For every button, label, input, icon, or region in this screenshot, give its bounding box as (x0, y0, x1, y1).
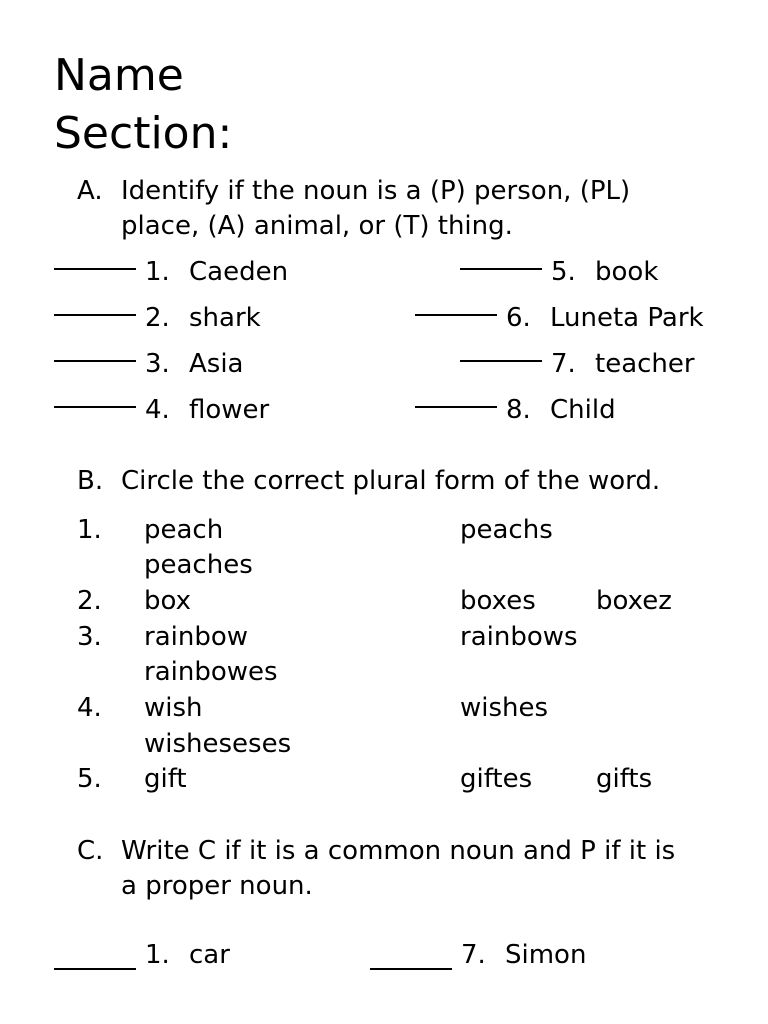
item-word: Caeden (189, 257, 289, 287)
item-word: teacher (595, 349, 695, 379)
item-number: 7. (461, 940, 486, 970)
answer-blank[interactable] (460, 360, 542, 362)
section-a-instruction-line1: Identify if the noun is a (P) person, (PL) (121, 176, 631, 206)
item-word: shark (189, 303, 261, 333)
word-option[interactable]: peachs (460, 515, 553, 545)
item-number: 5. (551, 257, 576, 287)
answer-blank[interactable] (370, 968, 452, 970)
item-word: Simon (505, 940, 587, 970)
item-word: book (595, 257, 659, 287)
word-option[interactable]: peach (144, 515, 224, 545)
section-c-instruction-line1: Write C if it is a common noun and P if it is (121, 836, 676, 866)
item-number: 2. (77, 586, 102, 616)
item-number: 1. (145, 940, 170, 970)
word-option[interactable]: wisheseses (144, 729, 292, 759)
name-label: Name (54, 50, 184, 101)
answer-blank[interactable] (54, 360, 136, 362)
answer-blank[interactable] (460, 268, 542, 270)
section-b-letter: B. (77, 466, 104, 496)
section-a-letter: A. (77, 176, 103, 206)
item-number: 1. (145, 257, 170, 287)
item-word: Luneta Park (550, 303, 704, 333)
word-option[interactable]: gifts (596, 764, 653, 794)
item-number: 5. (77, 764, 102, 794)
item-number: 2. (145, 303, 170, 333)
item-word: flower (189, 395, 270, 425)
word-option[interactable]: rainbow (144, 622, 248, 652)
section-c-instruction-line2: a proper noun. (121, 871, 313, 901)
section-a-instruction-line2: place, (A) animal, or (T) thing. (121, 211, 513, 241)
answer-blank[interactable] (54, 406, 136, 408)
word-option[interactable]: boxez (596, 586, 672, 616)
item-number: 8. (506, 395, 531, 425)
item-word: car (189, 940, 230, 970)
word-option[interactable]: gift (144, 764, 187, 794)
item-number: 4. (77, 693, 102, 723)
answer-blank[interactable] (54, 314, 136, 316)
item-number: 3. (77, 622, 102, 652)
item-word: Child (550, 395, 616, 425)
item-number: 3. (145, 349, 170, 379)
word-option[interactable]: rainbowes (144, 657, 278, 687)
answer-blank[interactable] (415, 406, 497, 408)
answer-blank[interactable] (54, 968, 136, 970)
answer-blank[interactable] (54, 268, 136, 270)
word-option[interactable]: box (144, 586, 191, 616)
word-option[interactable]: peaches (144, 550, 253, 580)
section-label: Section: (54, 108, 233, 159)
section-c-letter: C. (77, 836, 104, 866)
word-option[interactable]: boxes (460, 586, 536, 616)
item-number: 6. (506, 303, 531, 333)
word-option[interactable]: wishes (460, 693, 549, 723)
word-option[interactable]: giftes (460, 764, 533, 794)
item-number: 1. (77, 515, 102, 545)
section-b-instruction: Circle the correct plural form of the word. (121, 466, 661, 496)
word-option[interactable]: rainbows (460, 622, 578, 652)
item-number: 7. (551, 349, 576, 379)
item-number: 4. (145, 395, 170, 425)
answer-blank[interactable] (415, 314, 497, 316)
item-word: Asia (189, 349, 244, 379)
word-option[interactable]: wish (144, 693, 203, 723)
